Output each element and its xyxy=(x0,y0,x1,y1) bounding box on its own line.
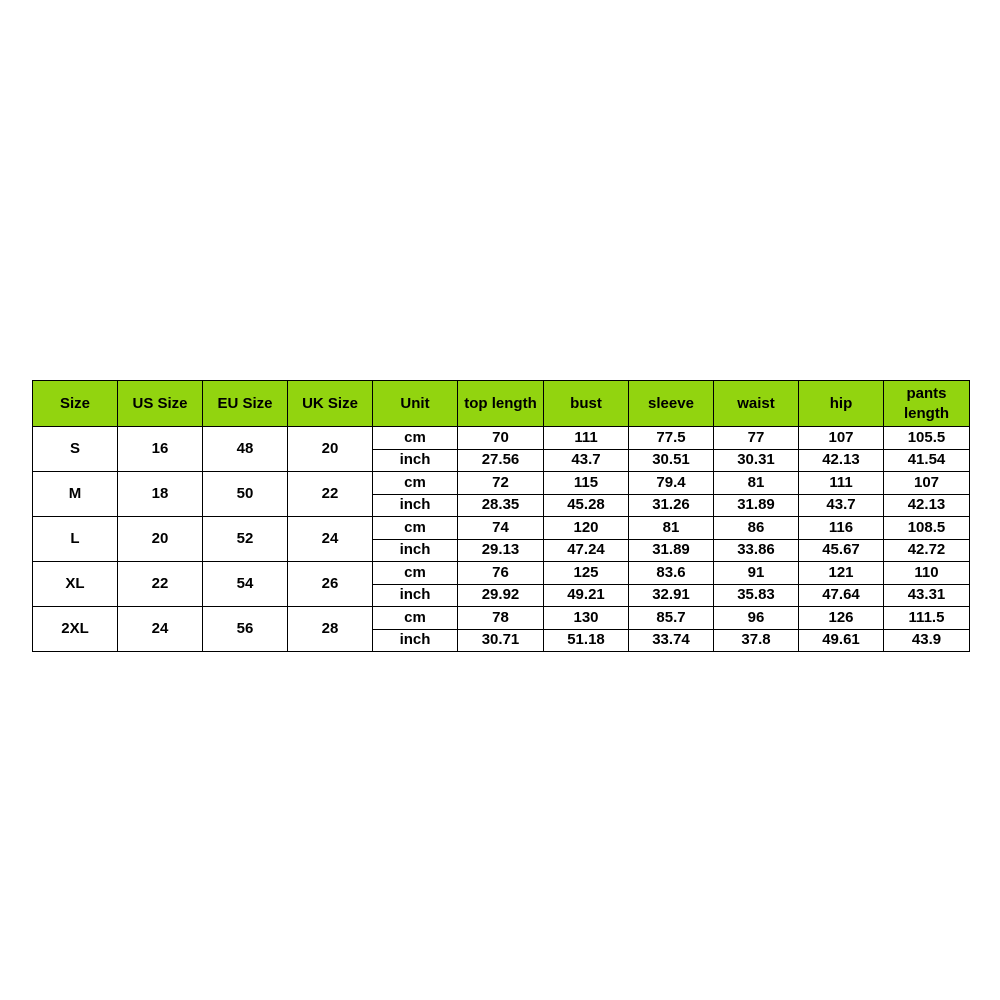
top-length-cell: 29.13 xyxy=(458,539,544,562)
waist-cell: 37.8 xyxy=(714,629,799,652)
sleeve-cell: 85.7 xyxy=(629,607,714,630)
bust-cell: 45.28 xyxy=(544,494,629,517)
unit-cell: cm xyxy=(373,607,458,630)
header-eu-size: EU Size xyxy=(203,381,288,427)
pants-length-cell: 43.31 xyxy=(884,584,970,607)
waist-cell: 30.31 xyxy=(714,449,799,472)
uk-size-cell: 24 xyxy=(288,517,373,562)
unit-cell: inch xyxy=(373,539,458,562)
hip-cell: 116 xyxy=(799,517,884,540)
hip-cell: 107 xyxy=(799,427,884,450)
bust-cell: 43.7 xyxy=(544,449,629,472)
size-cell: XL xyxy=(33,562,118,607)
eu-size-cell: 56 xyxy=(203,607,288,652)
top-length-cell: 76 xyxy=(458,562,544,585)
unit-cell: cm xyxy=(373,427,458,450)
us-size-cell: 16 xyxy=(118,427,203,472)
top-length-cell: 72 xyxy=(458,472,544,495)
waist-cell: 31.89 xyxy=(714,494,799,517)
waist-cell: 96 xyxy=(714,607,799,630)
table-row xyxy=(33,427,970,450)
bust-cell: 120 xyxy=(544,517,629,540)
top-length-cell: 29.92 xyxy=(458,584,544,607)
uk-size-cell: 20 xyxy=(288,427,373,472)
header-pants-length-line1: pants xyxy=(906,384,947,402)
unit-cell: inch xyxy=(373,494,458,517)
eu-size-cell: 52 xyxy=(203,517,288,562)
hip-cell: 47.64 xyxy=(799,584,884,607)
size-cell: 2XL xyxy=(33,607,118,652)
size-cell: M xyxy=(33,472,118,517)
waist-cell: 33.86 xyxy=(714,539,799,562)
us-size-cell: 22 xyxy=(118,562,203,607)
hip-cell: 42.13 xyxy=(799,449,884,472)
unit-cell: inch xyxy=(373,629,458,652)
unit-cell: cm xyxy=(373,472,458,495)
pants-length-cell: 108.5 xyxy=(884,517,970,540)
waist-cell: 77 xyxy=(714,427,799,450)
sleeve-cell: 33.74 xyxy=(629,629,714,652)
size-chart-body xyxy=(33,427,970,652)
header-row xyxy=(33,381,970,427)
sleeve-cell: 83.6 xyxy=(629,562,714,585)
us-size-cell: 20 xyxy=(118,517,203,562)
pants-length-cell: 41.54 xyxy=(884,449,970,472)
table-row xyxy=(33,517,970,540)
table-row xyxy=(33,607,970,630)
header-size: Size xyxy=(33,381,118,427)
header-us-size: US Size xyxy=(118,381,203,427)
us-size-cell: 18 xyxy=(118,472,203,517)
size-cell: S xyxy=(33,427,118,472)
sleeve-cell: 81 xyxy=(629,517,714,540)
header-uk-size: UK Size xyxy=(288,381,373,427)
sleeve-cell: 31.89 xyxy=(629,539,714,562)
unit-cell: cm xyxy=(373,517,458,540)
bust-cell: 115 xyxy=(544,472,629,495)
top-length-cell: 28.35 xyxy=(458,494,544,517)
header-unit: Unit xyxy=(373,381,458,427)
uk-size-cell: 28 xyxy=(288,607,373,652)
sleeve-cell: 31.26 xyxy=(629,494,714,517)
table-row xyxy=(33,562,970,585)
top-length-cell: 70 xyxy=(458,427,544,450)
top-length-cell: 74 xyxy=(458,517,544,540)
hip-cell: 111 xyxy=(799,472,884,495)
unit-cell: inch xyxy=(373,449,458,472)
sleeve-cell: 77.5 xyxy=(629,427,714,450)
top-length-cell: 30.71 xyxy=(458,629,544,652)
header-pants-length xyxy=(884,381,970,427)
eu-size-cell: 54 xyxy=(203,562,288,607)
header-top-length: top length xyxy=(458,381,544,427)
unit-cell: inch xyxy=(373,584,458,607)
pants-length-cell: 110 xyxy=(884,562,970,585)
table-row xyxy=(33,472,970,495)
hip-cell: 126 xyxy=(799,607,884,630)
waist-cell: 35.83 xyxy=(714,584,799,607)
bust-cell: 111 xyxy=(544,427,629,450)
bust-cell: 125 xyxy=(544,562,629,585)
bust-cell: 49.21 xyxy=(544,584,629,607)
pants-length-cell: 43.9 xyxy=(884,629,970,652)
uk-size-cell: 22 xyxy=(288,472,373,517)
top-length-cell: 78 xyxy=(458,607,544,630)
hip-cell: 121 xyxy=(799,562,884,585)
pants-length-cell: 42.13 xyxy=(884,494,970,517)
size-chart-table xyxy=(32,380,970,652)
pants-length-cell: 105.5 xyxy=(884,427,970,450)
waist-cell: 81 xyxy=(714,472,799,495)
hip-cell: 49.61 xyxy=(799,629,884,652)
us-size-cell: 24 xyxy=(118,607,203,652)
header-bust: bust xyxy=(544,381,629,427)
header-sleeve: sleeve xyxy=(629,381,714,427)
hip-cell: 45.67 xyxy=(799,539,884,562)
waist-cell: 86 xyxy=(714,517,799,540)
sleeve-cell: 30.51 xyxy=(629,449,714,472)
sleeve-cell: 32.91 xyxy=(629,584,714,607)
eu-size-cell: 48 xyxy=(203,427,288,472)
pants-length-cell: 42.72 xyxy=(884,539,970,562)
pants-length-cell: 111.5 xyxy=(884,607,970,630)
unit-cell: cm xyxy=(373,562,458,585)
hip-cell: 43.7 xyxy=(799,494,884,517)
uk-size-cell: 26 xyxy=(288,562,373,607)
bust-cell: 130 xyxy=(544,607,629,630)
size-cell: L xyxy=(33,517,118,562)
pants-length-cell: 107 xyxy=(884,472,970,495)
bust-cell: 47.24 xyxy=(544,539,629,562)
header-waist: waist xyxy=(714,381,799,427)
eu-size-cell: 50 xyxy=(203,472,288,517)
header-pants-length-line2: length xyxy=(904,404,949,422)
header-hip: hip xyxy=(799,381,884,427)
waist-cell: 91 xyxy=(714,562,799,585)
sleeve-cell: 79.4 xyxy=(629,472,714,495)
top-length-cell: 27.56 xyxy=(458,449,544,472)
bust-cell: 51.18 xyxy=(544,629,629,652)
